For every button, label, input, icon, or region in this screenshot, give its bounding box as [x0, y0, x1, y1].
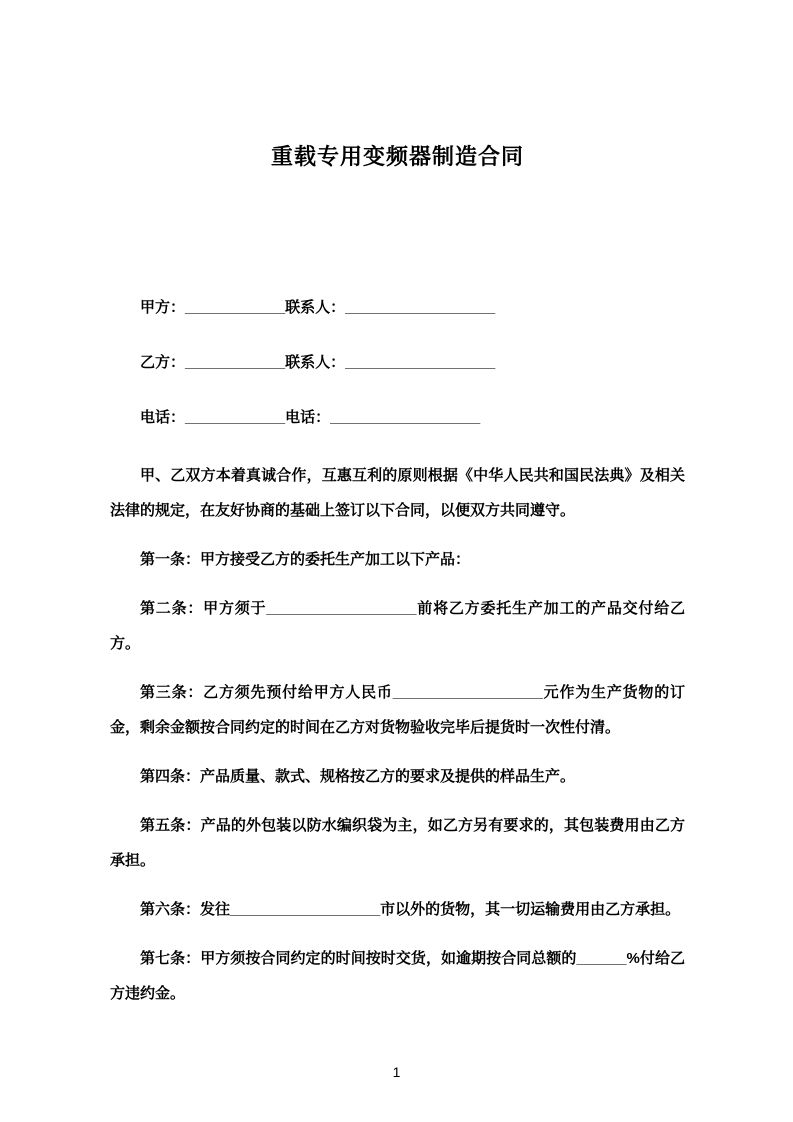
- document-title: 重载专用变频器制造合同: [270, 144, 524, 169]
- party-b-row: 乙方：____________联系人：__________________: [140, 354, 496, 371]
- clause-6: 第六条：发往__________________市以外的货物，其一切运输费用由乙方承担。: [140, 901, 681, 918]
- clause-5: 第五条：产品的外包装以防水编织袋为主，如乙方另有要求的，其包装费用由乙方承担。: [110, 817, 685, 869]
- clause-3: 第三条：乙方须先预付给甲方人民币__________________元作为生产货物的订金，剩余金额按合同约定的时间在乙方对货物验收完毕后提货时一次性付清。: [110, 684, 685, 736]
- party-a-row: 甲方：____________联系人：__________________: [140, 299, 496, 316]
- phone-row: 电话：____________电话：__________________: [140, 409, 481, 426]
- preamble-paragraph: 甲、乙双方本着真诚合作，互惠互利的原则根据《中华人民共和国民法典》及相关法律的规定，在友好协商的基础上签订以下合同，以便双方共同遵守。: [110, 467, 685, 519]
- clause-2: 第二条：甲方须于__________________前将乙方委托生产加工的产品交付给乙方。: [110, 600, 685, 652]
- clause-7: 第七条：甲方须按合同约定的时间按时交货，如逾期按合同总额的______%付给乙方违约金。: [110, 950, 685, 1002]
- clause-4: 第四条：产品质量、款式、规格按乙方的要求及提供的样品生产。: [140, 768, 576, 785]
- page-number: 1: [392, 1064, 401, 1080]
- clause-1: 第一条：甲方接受乙方的委托生产加工以下产品：: [140, 551, 471, 568]
